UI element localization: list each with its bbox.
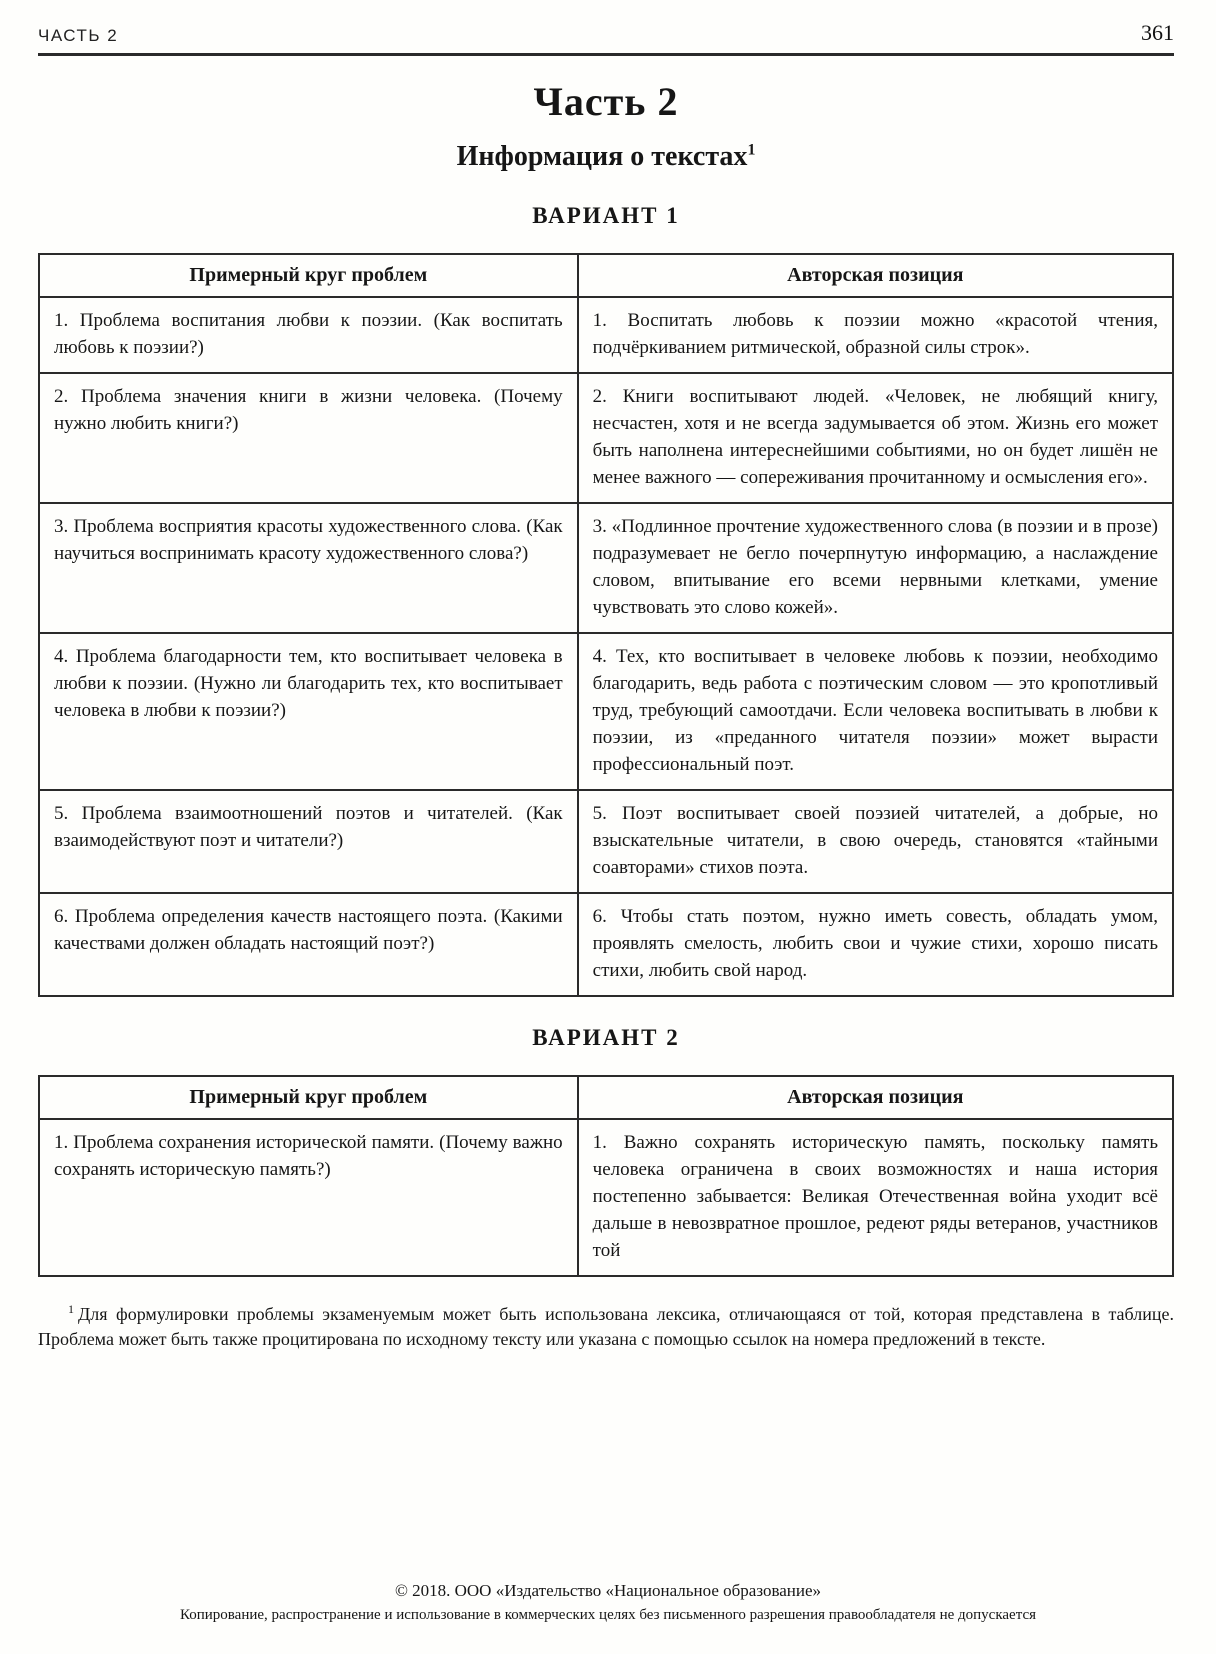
copyright-line: © 2018. ООО «Издательство «Национальное образование» [394, 1581, 822, 1600]
table-row [39, 790, 1173, 893]
table-row [39, 1119, 1173, 1276]
table-row [39, 893, 1173, 996]
copyright-notice: Копирование, распространение и использование в коммерческих целях без письменного разрешения правообладателя не допускается [179, 1607, 1037, 1623]
table-row [39, 633, 1173, 790]
page-title: Часть 2 [533, 79, 679, 124]
footnote-text: Для формулировки проблемы экзаменуемым может быть использована лексика, отличающаяся от той, которая представлена в таблице. Проблема может быть также процитирована по исходному тексту или указана с помощью ссылок на номера предложений в тексте. [38, 1304, 1174, 1349]
column-header-position: Авторская позиция [578, 1076, 1173, 1119]
position-cell: 1. Важно сохранять историческую память, поскольку память человека ограничена в своих возможностях и наша история постепенно забывается: Великая Отечественная война уходит всё дальше в невозвратное прошлое, редеют ряды ветеранов, участников той [578, 1119, 1173, 1276]
column-header-position: Авторская позиция [578, 254, 1173, 297]
position-cell: 4. Тех, кто воспитывает в человеке любовь к поэзии, необходимо благодарить, ведь работа с поэтическим словом — это кропотливый труд, требующий самоотдачи. Если человека воспитывать в любви к поэзии, из «преданного читателя поэзии» может вырасти профессиональный поэт. [578, 633, 1173, 790]
position-cell: 3. «Подлинное прочтение художественного слова (в поэзии и в прозе) подразумевает не бегло почерпнутую информацию, а наслаждение словом, впитывание его всеми нервными клетками, умение чувствовать это слово кожей». [578, 503, 1173, 633]
problem-cell: 6. Проблема определения качеств настоящего поэта. (Какими качествами должен обладать настоящий поэт?) [39, 893, 578, 996]
problem-cell: 2. Проблема значения книги в жизни человека. (Почему нужно любить книги?) [39, 373, 578, 503]
running-header-section-label: ЧАСТЬ 2 [38, 26, 119, 45]
position-cell: 1. Воспитать любовь к поэзии можно «красотой чтения, подчёркиванием ритмической, образной силы строк». [578, 297, 1173, 373]
position-cell: 5. Поэт воспитывает своей поэзией читателей, а добрые, но взыскательные читатели, в свою очередь, становятся «тайными соавторами» стихов поэта. [578, 790, 1173, 893]
table-row [39, 373, 1173, 503]
table-row [39, 503, 1173, 633]
subtitle-text: Информация о текстах [456, 141, 748, 172]
footnote-reference-marker: 1 [747, 141, 756, 159]
page-number: 361 [1141, 20, 1174, 45]
page-subtitle [38, 141, 1174, 173]
problem-cell: 1. Проблема сохранения исторической памяти. (Почему важно сохранять историческую память?) [39, 1119, 578, 1276]
variant2-header-row [39, 1076, 1173, 1119]
position-cell: 6. Чтобы стать поэтом, нужно иметь совесть, обладать умом, проявлять смелость, любить свои и чужие стихи, хорошо писать стихи, любить свой народ. [578, 893, 1173, 996]
footnote [38, 1297, 1174, 1352]
page-footer [0, 1581, 1216, 1624]
column-header-problems: Примерный круг проблем [39, 254, 578, 297]
variant1-header-row [39, 254, 1173, 297]
variant1-table [38, 253, 1174, 997]
footnote-marker: 1 [68, 1302, 74, 1316]
variant2-heading: ВАРИАНТ 2 [532, 1025, 680, 1050]
variant2-table [38, 1075, 1174, 1277]
table-row [39, 297, 1173, 373]
problem-cell: 3. Проблема восприятия красоты художественного слова. (Как научиться воспринимать красоту художественного слова?) [39, 503, 578, 633]
problem-cell: 4. Проблема благодарности тем, кто воспитывает человека в любви к поэзии. (Нужно ли благодарить тех, кто воспитывает человека в любви к поэзии?) [39, 633, 578, 790]
running-header [38, 20, 1174, 56]
column-header-problems: Примерный круг проблем [39, 1076, 578, 1119]
problem-cell: 1. Проблема воспитания любви к поэзии. (Как воспитать любовь к поэзии?) [39, 297, 578, 373]
position-cell: 2. Книги воспитывают людей. «Человек, не любящий книгу, несчастен, хотя и не всегда задумывается об этом. Жизнь его может быть наполнена интереснейшими событиями, но он будет лишён не менее важного — сопереживания прочитанному и осмысления его». [578, 373, 1173, 503]
problem-cell: 5. Проблема взаимоотношений поэтов и читателей. (Как взаимодействуют поэт и читатели?) [39, 790, 578, 893]
variant1-heading: ВАРИАНТ 1 [532, 203, 680, 228]
